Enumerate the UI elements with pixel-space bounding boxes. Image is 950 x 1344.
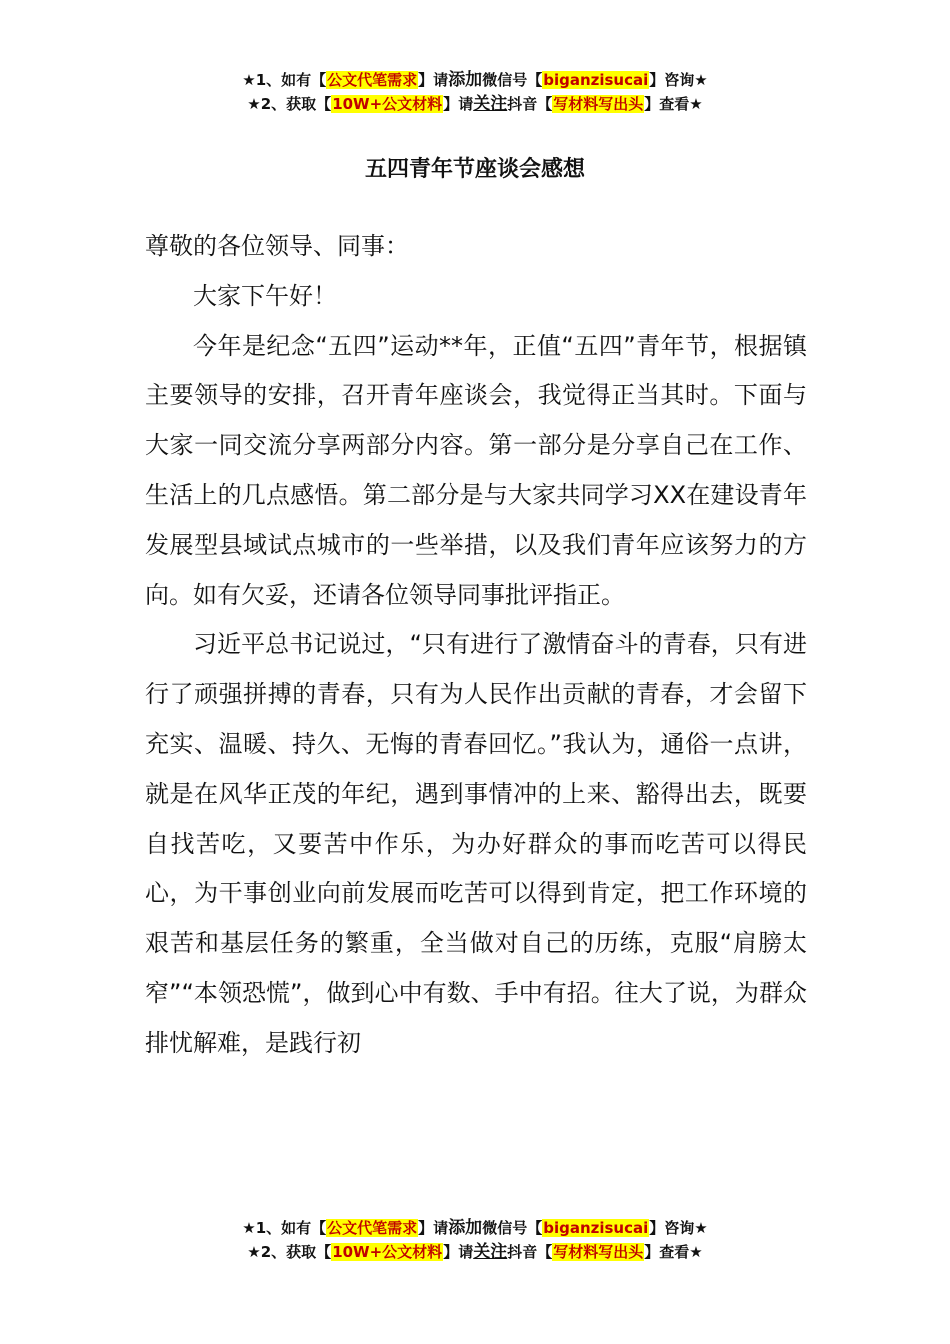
- banner-text: 】请: [443, 1243, 474, 1261]
- paragraph: 今年是纪念“五四”运动**年，正值“五四”青年节，根据镇主要领导的安排，召开青年座谈会，我觉得正当其时。下面与大家一同交流分享两部分内容。第一部分是分享自己在工作、生活上的几点感悟。第二部分是与大家共同学习XX在建设青年发展型县域试点城市的一些举措，以及我们青年应该努力的方向。如有欠妥，还请各位领导同事批评指正。: [145, 331, 807, 609]
- banner-highlight: 10W+公文材料: [332, 95, 443, 113]
- banner-text: 微信号【: [482, 1219, 543, 1237]
- banner-text: 微信号【: [482, 71, 543, 89]
- banner-highlight: 10W+公文材料: [332, 1243, 443, 1261]
- banner-line-2: [0, 1240, 950, 1264]
- banner-text: 】请: [418, 71, 449, 89]
- footer-banner: [0, 1216, 950, 1264]
- banner-highlight-douyin: 写材料写出头: [553, 1243, 644, 1261]
- banner-highlight: 公文代笔需求: [327, 71, 418, 89]
- banner-text: 】查看★: [644, 1243, 703, 1261]
- banner-text: ★1、如有【: [242, 71, 327, 89]
- header-banner: [0, 68, 950, 116]
- salutation: 尊敬的各位领导、同事：: [145, 232, 409, 260]
- banner-highlight-douyin: 写材料写出头: [553, 95, 644, 113]
- banner-highlight-wechat: biganzisucai: [543, 71, 649, 89]
- banner-emphasis: 关注: [473, 1242, 508, 1262]
- banner-emphasis: 关注: [473, 94, 508, 114]
- greeting: 大家下午好！: [193, 281, 337, 310]
- banner-text: 】请: [443, 95, 474, 113]
- document-title: 五四青年节座谈会感想: [364, 157, 585, 182]
- banner-text: 抖音【: [507, 1243, 553, 1261]
- banner-text: 抖音【: [507, 95, 553, 113]
- banner-text: 】咨询★: [649, 1219, 708, 1237]
- banner-highlight: 公文代笔需求: [327, 1219, 418, 1237]
- banner-line-2: [0, 92, 950, 116]
- document-body: [145, 222, 807, 1069]
- banner-text: 】查看★: [644, 95, 703, 113]
- banner-text: ★2、获取【: [247, 95, 332, 113]
- banner-emphasis: 添加: [448, 1218, 483, 1238]
- banner-text: 】请: [418, 1219, 449, 1237]
- banner-highlight-wechat: biganzisucai: [543, 1219, 649, 1237]
- paragraph: 习近平总书记说过，“只有进行了激情奋斗的青春，只有进行了顽强拼搏的青春，只有为人民作出贡献的青春，才会留下充实、温暖、持久、无悔的青春回忆。”我认为，通俗一点讲，就是在风华正茂的年纪，遇到事情冲的上来、豁得出去，既要自找苦吃，又要苦中作乐，为办好群众的事而吃苦可以得民心，为干事创业向前发展而吃苦可以得到肯定，把工作环境的艰苦和基层任务的繁重，全当做对自己的历练，克服“肩膀太窄”“本领恐慌”，做到心中有数、手中有招。往大了说，为群众排忧解难，是践行初: [145, 630, 807, 1057]
- banner-text: ★2、获取【: [247, 1243, 332, 1261]
- banner-line-1: [0, 68, 950, 92]
- banner-line-1: [0, 1216, 950, 1240]
- banner-text: ★1、如有【: [242, 1219, 327, 1237]
- banner-text: 】咨询★: [649, 71, 708, 89]
- banner-emphasis: 添加: [448, 70, 483, 90]
